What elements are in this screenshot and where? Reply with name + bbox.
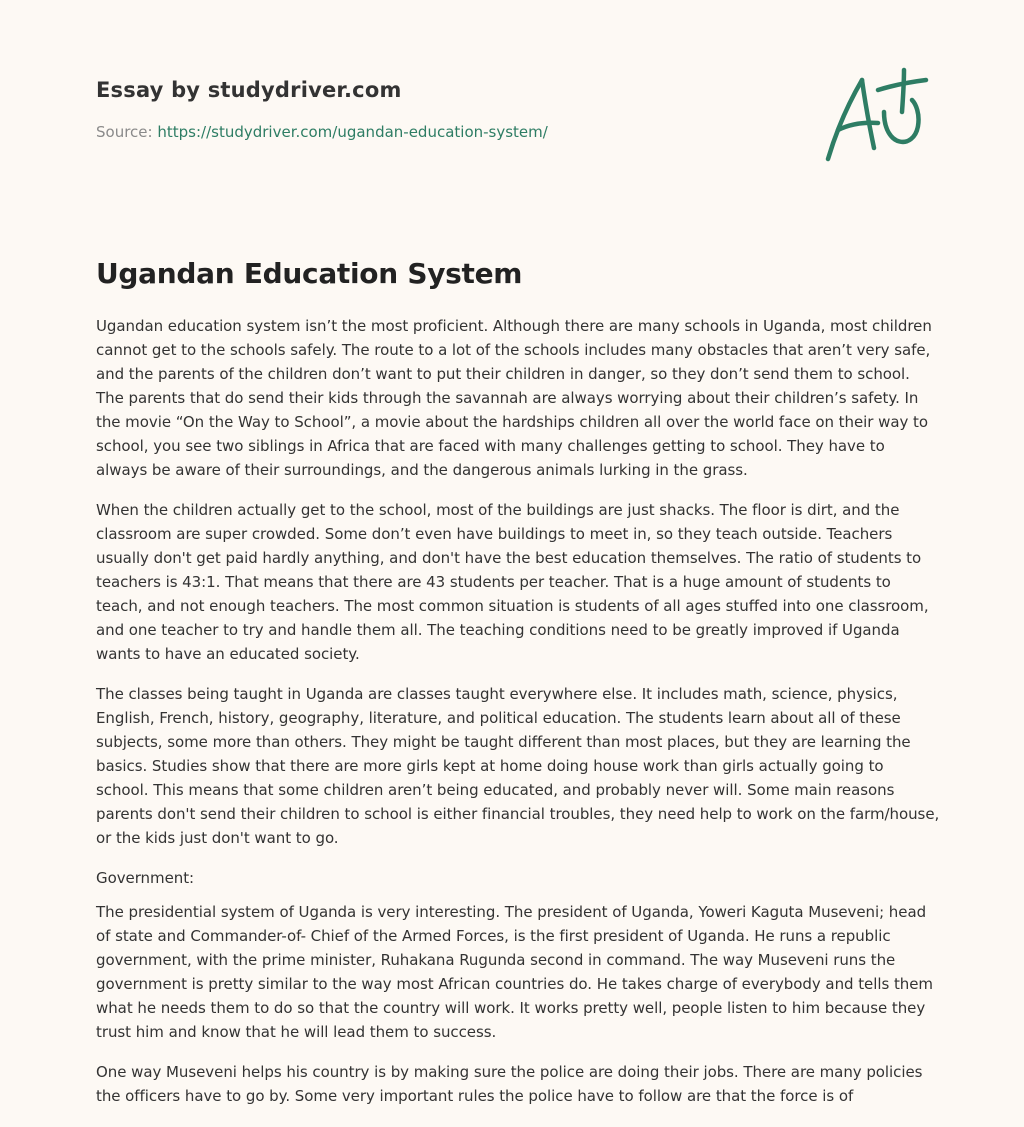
essay-header bbox=[96, 74, 796, 142]
source-label: Source: bbox=[96, 123, 153, 141]
paragraph: The classes being taught in Uganda are classes taught everywhere else. It includes math, science, physics, English, French, history, geography, literature, and political education. The students learn about all of these subjects, some more than others. They might be taught different than most places, but they are learning the basics. Studies show that there are more girls kept at home doing house work than girls actually going to school. This means that some children aren’t being educated, and probably never will. Some main reasons parents don't send their children to school is either financial troubles, they need help to work on the farm/house, or the kids just don't want to go. bbox=[96, 685, 940, 847]
paragraph: Ugandan education system isn’t the most proficient. Although there are many schools in Uganda, most children cannot get to the schools safely. The route to a lot of the schools includes many obstacles that aren’t very safe, and the parents of the children don’t want to put their children in danger, so they don’t send them to school. The parents that do send their kids through the savannah are always worrying about their children’s safety. In the movie “On the Way to School”, a movie about the hardships children all over the world face on their way to school, you see two siblings in Africa that are faced with many challenges getting to school. They have to always be aware of their surroundings, and the dangerous animals lurking in the grass. bbox=[96, 317, 932, 479]
site-title: Essay by studydriver.com bbox=[96, 78, 402, 102]
a-plus-logo-icon bbox=[818, 66, 930, 166]
paragraph: The presidential system of Uganda is very interesting. The president of Uganda, Yoweri Kaguta Museveni; head of state and Commander-of- Chief of the Armed Forces, is the first president of Uganda. He runs a republic government, with the prime minister, Ruhakana Rugunda second in command. The way Museveni runs the government is pretty similar to the way most African countries do. He takes charge of everybody and tells them what he needs them to do so that the country will work. It works pretty well, people listen to him because they trust him and know that he will lead them to success. bbox=[96, 903, 933, 1041]
article-title: Ugandan Education System bbox=[96, 257, 523, 290]
section-heading: Government: bbox=[96, 869, 195, 887]
paragraph: One way Museveni helps his country is by making sure the police are doing their jobs. There are many policies the officers have to go by. Some very important rules the police have to follow are that the force is of bbox=[96, 1063, 923, 1105]
source-link[interactable]: https://studydriver.com/ugandan-education-system/ bbox=[157, 123, 548, 141]
source-line bbox=[96, 122, 796, 142]
paragraph: When the children actually get to the school, most of the buildings are just shacks. The floor is dirt, and the classroom are super crowded. Some don’t even have buildings to meet in, so they teach outside. Teachers usually don't get paid hardly anything, and don't have the best education themselves. The ratio of students to teachers is 43:1. That means that there are 43 students per teacher. That is a huge amount of students to teach, and not enough teachers. The most common situation is students of all ages stuffed into one classroom, and one teacher to try and handle them all. The teaching conditions need to be greatly improved if Uganda wants to have an educated society. bbox=[96, 501, 929, 663]
article-body bbox=[96, 314, 940, 1124]
